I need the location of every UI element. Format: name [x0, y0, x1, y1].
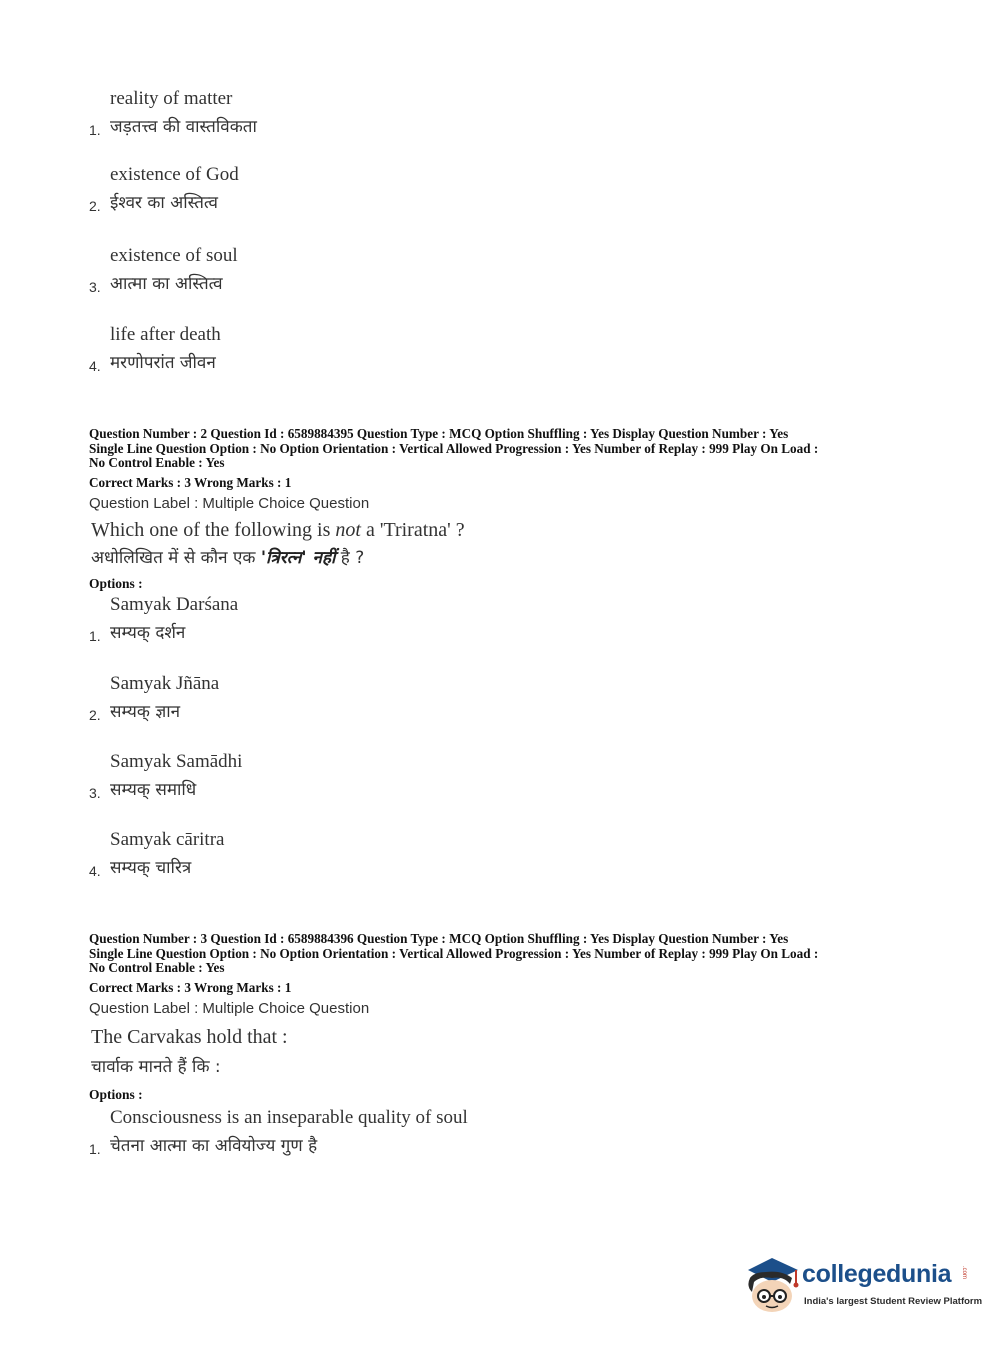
q1-option-3	[0, 245, 700, 305]
option-text-hi: जड़तत्त्व की वास्तविकता	[110, 117, 257, 137]
option-text-hi: सम्यक् ज्ञान	[110, 702, 181, 722]
collegedunia-logo	[742, 1252, 983, 1316]
q2-option-3	[0, 751, 700, 811]
q3-option-1	[0, 1107, 720, 1167]
option-text-hi: सम्यक् समाधि	[110, 780, 197, 800]
option-text-en: Samyak Samādhi	[110, 751, 243, 772]
mascot-icon	[742, 1252, 800, 1316]
q1-option-4	[0, 324, 700, 384]
option-number: 2.	[89, 198, 101, 214]
option-number: 1.	[89, 1141, 101, 1157]
q2-question-text-en	[91, 519, 465, 542]
logo-brand-text: collegedunia	[802, 1260, 952, 1288]
q2-question-text-hi	[91, 545, 364, 568]
q3-options-label: Options :	[89, 1087, 143, 1102]
option-number: 4.	[89, 358, 101, 374]
option-text-hi: चेतना आत्मा का अवियोज्य गुण है	[110, 1136, 318, 1156]
option-number: 1.	[89, 122, 101, 138]
logo-domain-suffix: .com	[961, 1266, 967, 1280]
meta-line: Question Number : 3 Question Id : 6589884396 Question Type : MCQ Option Shuffling : Yes Display Question Number : Yes	[89, 931, 789, 946]
option-text-hi: मरणोपरांत जीवन	[110, 353, 216, 373]
q1-option-1	[0, 88, 700, 148]
q3-question-text-en: The Carvakas hold that :	[91, 1026, 288, 1048]
option-text-hi: सम्यक् चारित्र	[110, 858, 192, 878]
option-text-hi: ईश्वर का अस्तित्व	[110, 193, 218, 213]
meta-line: Single Line Question Option : No Option Orientation : Vertical Allowed Progression : Yes Number of Replay : 999 Play On Load :	[89, 945, 819, 961]
emphasis-text: not	[335, 519, 361, 541]
option-text-en: Samyak Jñāna	[110, 673, 220, 694]
option-number: 4.	[89, 863, 101, 879]
option-text-en: Consciousness is an inseparable quality of soul	[110, 1107, 468, 1128]
option-text-en: Samyak Darśana	[110, 594, 239, 615]
text-segment: Which one of the following is	[91, 519, 336, 541]
meta-line: No Control Enable : Yes	[89, 960, 225, 975]
q1-option-2	[0, 164, 700, 224]
q2-option-4	[0, 829, 700, 889]
q3-question-label: Question Label : Multiple Choice Question	[89, 1000, 370, 1017]
q2-option-1	[0, 594, 700, 654]
q2-meta	[89, 427, 919, 471]
option-text-en: existence of soul	[110, 245, 238, 266]
emphasis-text: 'त्रिरत्न' नहीं	[260, 548, 336, 568]
option-text-hi: आत्मा का अस्तित्व	[110, 274, 223, 294]
option-text-hi: सम्यक् दर्शन	[110, 623, 186, 643]
q3-marks: Correct Marks : 3 Wrong Marks : 1	[89, 980, 292, 995]
option-number: 3.	[89, 279, 101, 295]
meta-line: Single Line Question Option : No Option Orientation : Vertical Allowed Progression : Yes Number of Replay : 999 Play On Load :	[89, 440, 819, 456]
q2-marks: Correct Marks : 3 Wrong Marks : 1	[89, 475, 292, 490]
q3-question-text-hi: चार्वाक मानते हैं कि :	[91, 1057, 221, 1077]
meta-line: Question Number : 2 Question Id : 6589884395 Question Type : MCQ Option Shuffling : Yes Display Question Number : Yes	[89, 426, 789, 441]
q2-option-2	[0, 673, 700, 733]
q2-question-label: Question Label : Multiple Choice Question	[89, 495, 370, 512]
text-segment: a 'Triratna' ?	[360, 519, 465, 541]
option-number: 1.	[89, 628, 101, 644]
text-segment: अधोलिखित में से कौन एक	[91, 548, 261, 568]
option-number: 3.	[89, 785, 101, 801]
meta-line: No Control Enable : Yes	[89, 455, 225, 470]
logo-tagline: India's largest Student Review Platform	[804, 1296, 983, 1307]
q2-options-label: Options :	[89, 576, 143, 591]
option-number: 2.	[89, 707, 101, 723]
option-text-en: Samyak cāritra	[110, 829, 225, 850]
option-text-en: existence of God	[110, 164, 239, 185]
option-text-en: life after death	[110, 324, 221, 345]
q3-meta	[89, 932, 919, 976]
option-text-en: reality of matter	[110, 88, 233, 109]
text-segment: है ?	[335, 548, 365, 568]
